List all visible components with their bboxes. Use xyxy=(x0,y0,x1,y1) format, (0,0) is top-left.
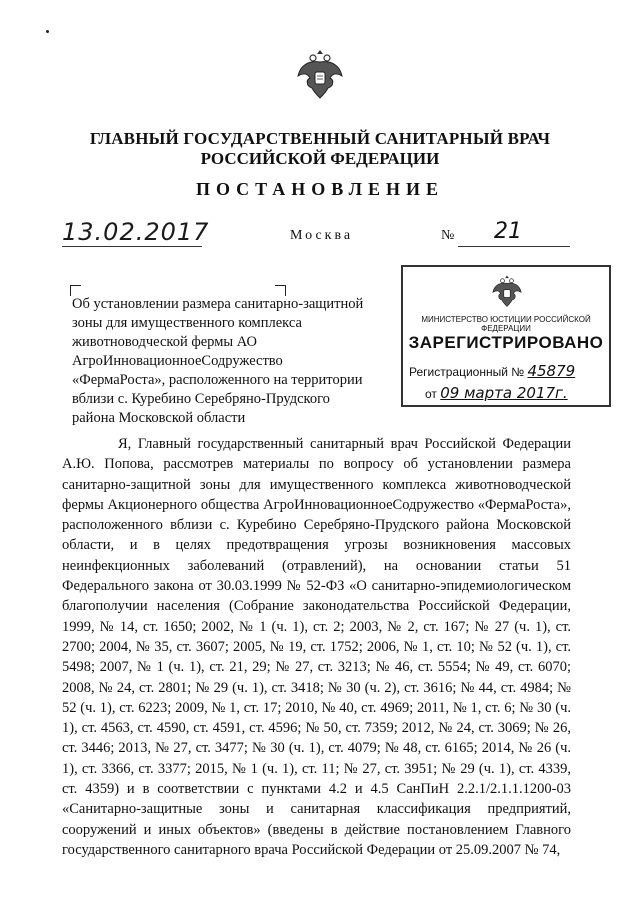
document-subject: Об установлении размера санитарно-защитной зоны для имущественного комплекса животноводческой фермы АО АгроИнновационноеСодружество «ФермаРоста», расположенного на территории вблизи с. Куребино Серебряно-Прудского района Московской области xyxy=(72,296,364,426)
stamp-title: ЗАРЕГИСТРИРОВАНО xyxy=(408,333,604,352)
scan-speck xyxy=(46,30,49,33)
stamp-reg-date: 09 марта 2017г. xyxy=(440,384,568,402)
document-date: 13.02.2017 xyxy=(62,218,210,246)
stamp-date-line xyxy=(425,384,568,402)
registration-stamp xyxy=(401,265,611,407)
document-city: Москва xyxy=(290,228,354,243)
document-number: 21 xyxy=(494,219,522,244)
document-type: ПОСТАНОВЛЕНИЕ xyxy=(195,179,445,199)
coat-of-arms-icon xyxy=(294,46,346,102)
number-label: № xyxy=(441,228,455,243)
stamp-reg-number: 45879 xyxy=(527,362,576,380)
stamp-ministry: МИНИСТЕРСТВО ЮСТИЦИИ РОССИЙСКОЙ ФЕДЕРАЦИИ xyxy=(421,315,591,333)
stamp-coat-of-arms-icon xyxy=(487,273,527,309)
stamp-reg-line xyxy=(409,362,575,380)
issuer-line-2: РОССИЙСКОЙ ФЕДЕРАЦИИ xyxy=(200,149,440,168)
stamp-reg-label: Регистрационный № xyxy=(409,365,525,379)
document-number-field xyxy=(458,218,570,247)
issuer-line-1: ГЛАВНЫЙ ГОСУДАРСТВЕННЫЙ САНИТАРНЫЙ ВРАЧ xyxy=(89,129,551,148)
stamp-from-label: от xyxy=(425,387,437,401)
body-text: Я, Главный государственный санитарный врач Российской Федерации А.Ю. Попова, рассмотрев материалы по вопросу об установлении размера санитарно-защитной зоны для имущественного комплекса животноводческой фермы Акционерного общества АгроИнновационноеСодружество «ФермаРоста», расположенного вблизи с. Куребино Серебряно-Прудского района Московской области, и в целях предотвращения угрозы возникновения массовых неинфекционных заболеваний (отравлений), на основании статьи 51 Федерального закона от 30.03.1999 № 52-ФЗ «О санитарно-эпидемиологическом благополучии населения (Собрание законодательства Российской Федерации, 1999, № 14, ст. 1650; 2002, № 1 (ч. 1), ст. 2; 2003, № 2, ст. 167; № 27 (ч. 1), ст. 2700; 2004, № 35, ст. 3607; 2005, № 19, ст. 1752; 2006, № 1, ст. 10; № 52 (ч. 1), ст. 5498; 2007, № 1 (ч. 1), ст. 21, 29; № 27, ст. 3213; № 46, ст. 5554; № 49, ст. 6070; 2008, № 24, ст. 2801; № 29 (ч. 1), ст. 3418; № 30 (ч. 2), ст. 3616; № 44, ст. 4984; № 52 (ч. 1), ст. 6223; 2009, № 1, ст. 17; 2010, № 40, ст. 4969; 2011, № 1, ст. 6; № 30 (ч. 1), ст. 4563, ст. 4590, ст. 4591, ст. 4596; № 50, ст. 7359; 2012, № 24, ст. 3069; № 26, ст. 3446; 2013, № 27, ст. 3477; № 30 (ч. 1), ст. 4079; № 48, ст. 6165; 2014, № 26 (ч. 1), ст. 3366, ст. 3377; 2015, № 1 (ч. 1), ст. 11; № 27, ст. 3951; № 29 (ч. 1), ст. 4339, ст. 4359) и в соответствии с пунктами 4.2 и 4.5 СанПиН 2.2.1/2.1.1.1200-03 «Санитарно-защитные зоны и санитарная классификация предприятий, сооружений и иных объектов» (введены в действие постановлением Главного государственного санитарного врача Российской Федерации от 25.09.2007 № 74, xyxy=(62,436,571,858)
